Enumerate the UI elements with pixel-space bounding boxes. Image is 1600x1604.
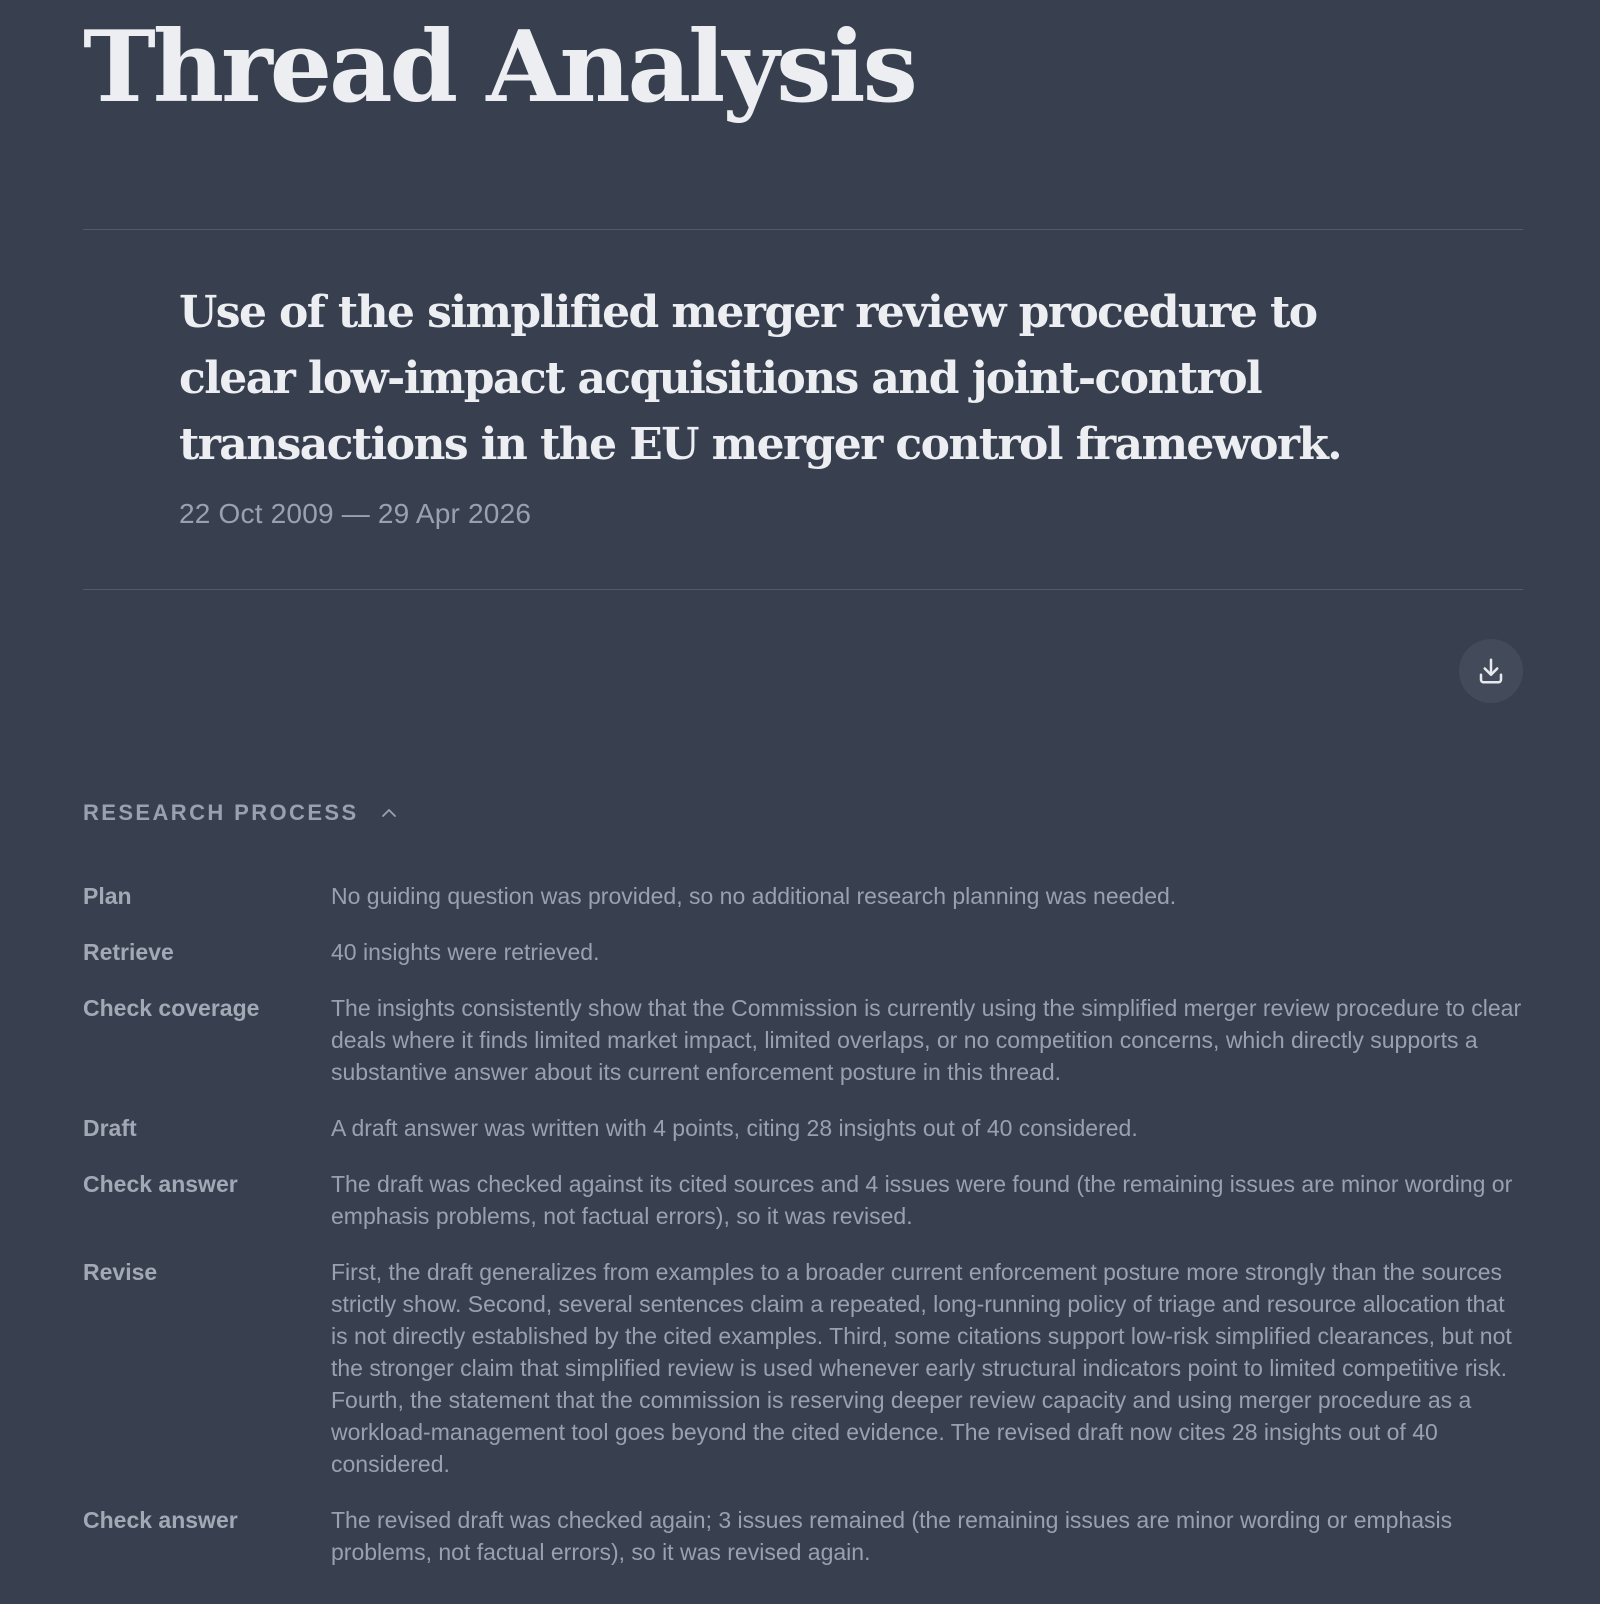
step-label: Plan [83,883,132,909]
step-label: Draft [83,1115,137,1141]
top-divider [83,229,1523,230]
step-text: The insights consistently show that the Commission is currently using the simplified merger review procedure to clear deals where it finds limited market impact, limited overlaps, or no competition concerns, which directly supports a substantive answer about its current enforcement posture in this thread. [331,995,1522,1085]
step-draft [83,1112,1523,1144]
step-text: 40 insights were retrieved. [331,939,600,965]
download-icon [1476,656,1506,686]
step-text: A draft answer was written with 4 points, citing 28 insights out of 40 considered. [331,1115,1138,1141]
step-text: The revised draft was checked again; 3 issues remained (the remaining issues are minor wording or emphasis problems, not factual errors), so it was revised again. [331,1507,1453,1565]
step-check-answer [83,1168,1523,1232]
step-label: Check coverage [83,995,260,1021]
step-text: No guiding question was provided, so no additional research planning was needed. [331,883,1177,909]
thread-date-range: 22 Oct 2009 — 29 Apr 2026 [179,498,532,529]
research-process-toggle[interactable] [83,800,397,826]
step-label: Revise [83,1259,158,1285]
research-process-steps [83,880,1523,1592]
chevron-up-icon [381,808,397,818]
thread-summary [179,280,1439,530]
step-label: Retrieve [83,939,174,965]
download-button[interactable] [1459,639,1523,703]
step-label: Check answer [83,1171,238,1197]
step-retrieve [83,936,1523,968]
step-check-coverage [83,992,1523,1088]
page-title: Thread Analysis [83,10,915,125]
bottom-divider [83,589,1523,590]
step-text: First, the draft generalizes from examples to a broader current enforcement posture more strongly than the sources strictly show. Second, several sentences claim a repeated, long-running policy of triage and resource allocation that is not directly established by the cited examples. Third, some citations support low-risk simplified clearances, but not the stronger claim that simplified review is used whenever early structural indicators point to limited competitive risk. Fourth, the statement that the commission is reserving deeper review capacity and using merger procedure as a workload-management tool goes beyond the cited evidence. The revised draft now cites 28 insights out of 40 considered. [331,1259,1512,1477]
thread-title: Use of the simplified merger review procedure to clear low-impact acquisitions and joint-control transactions in the EU merger control framework. [179,287,1342,470]
step-text: The draft was checked against its cited sources and 4 issues were found (the remaining issues are minor wording or emphasis problems, not factual errors), so it was revised. [331,1171,1513,1229]
step-check-answer-again [83,1504,1523,1568]
step-plan [83,880,1523,912]
step-revise [83,1256,1523,1480]
research-process-label: RESEARCH PROCESS [83,800,359,825]
step-label: Check answer [83,1507,238,1533]
